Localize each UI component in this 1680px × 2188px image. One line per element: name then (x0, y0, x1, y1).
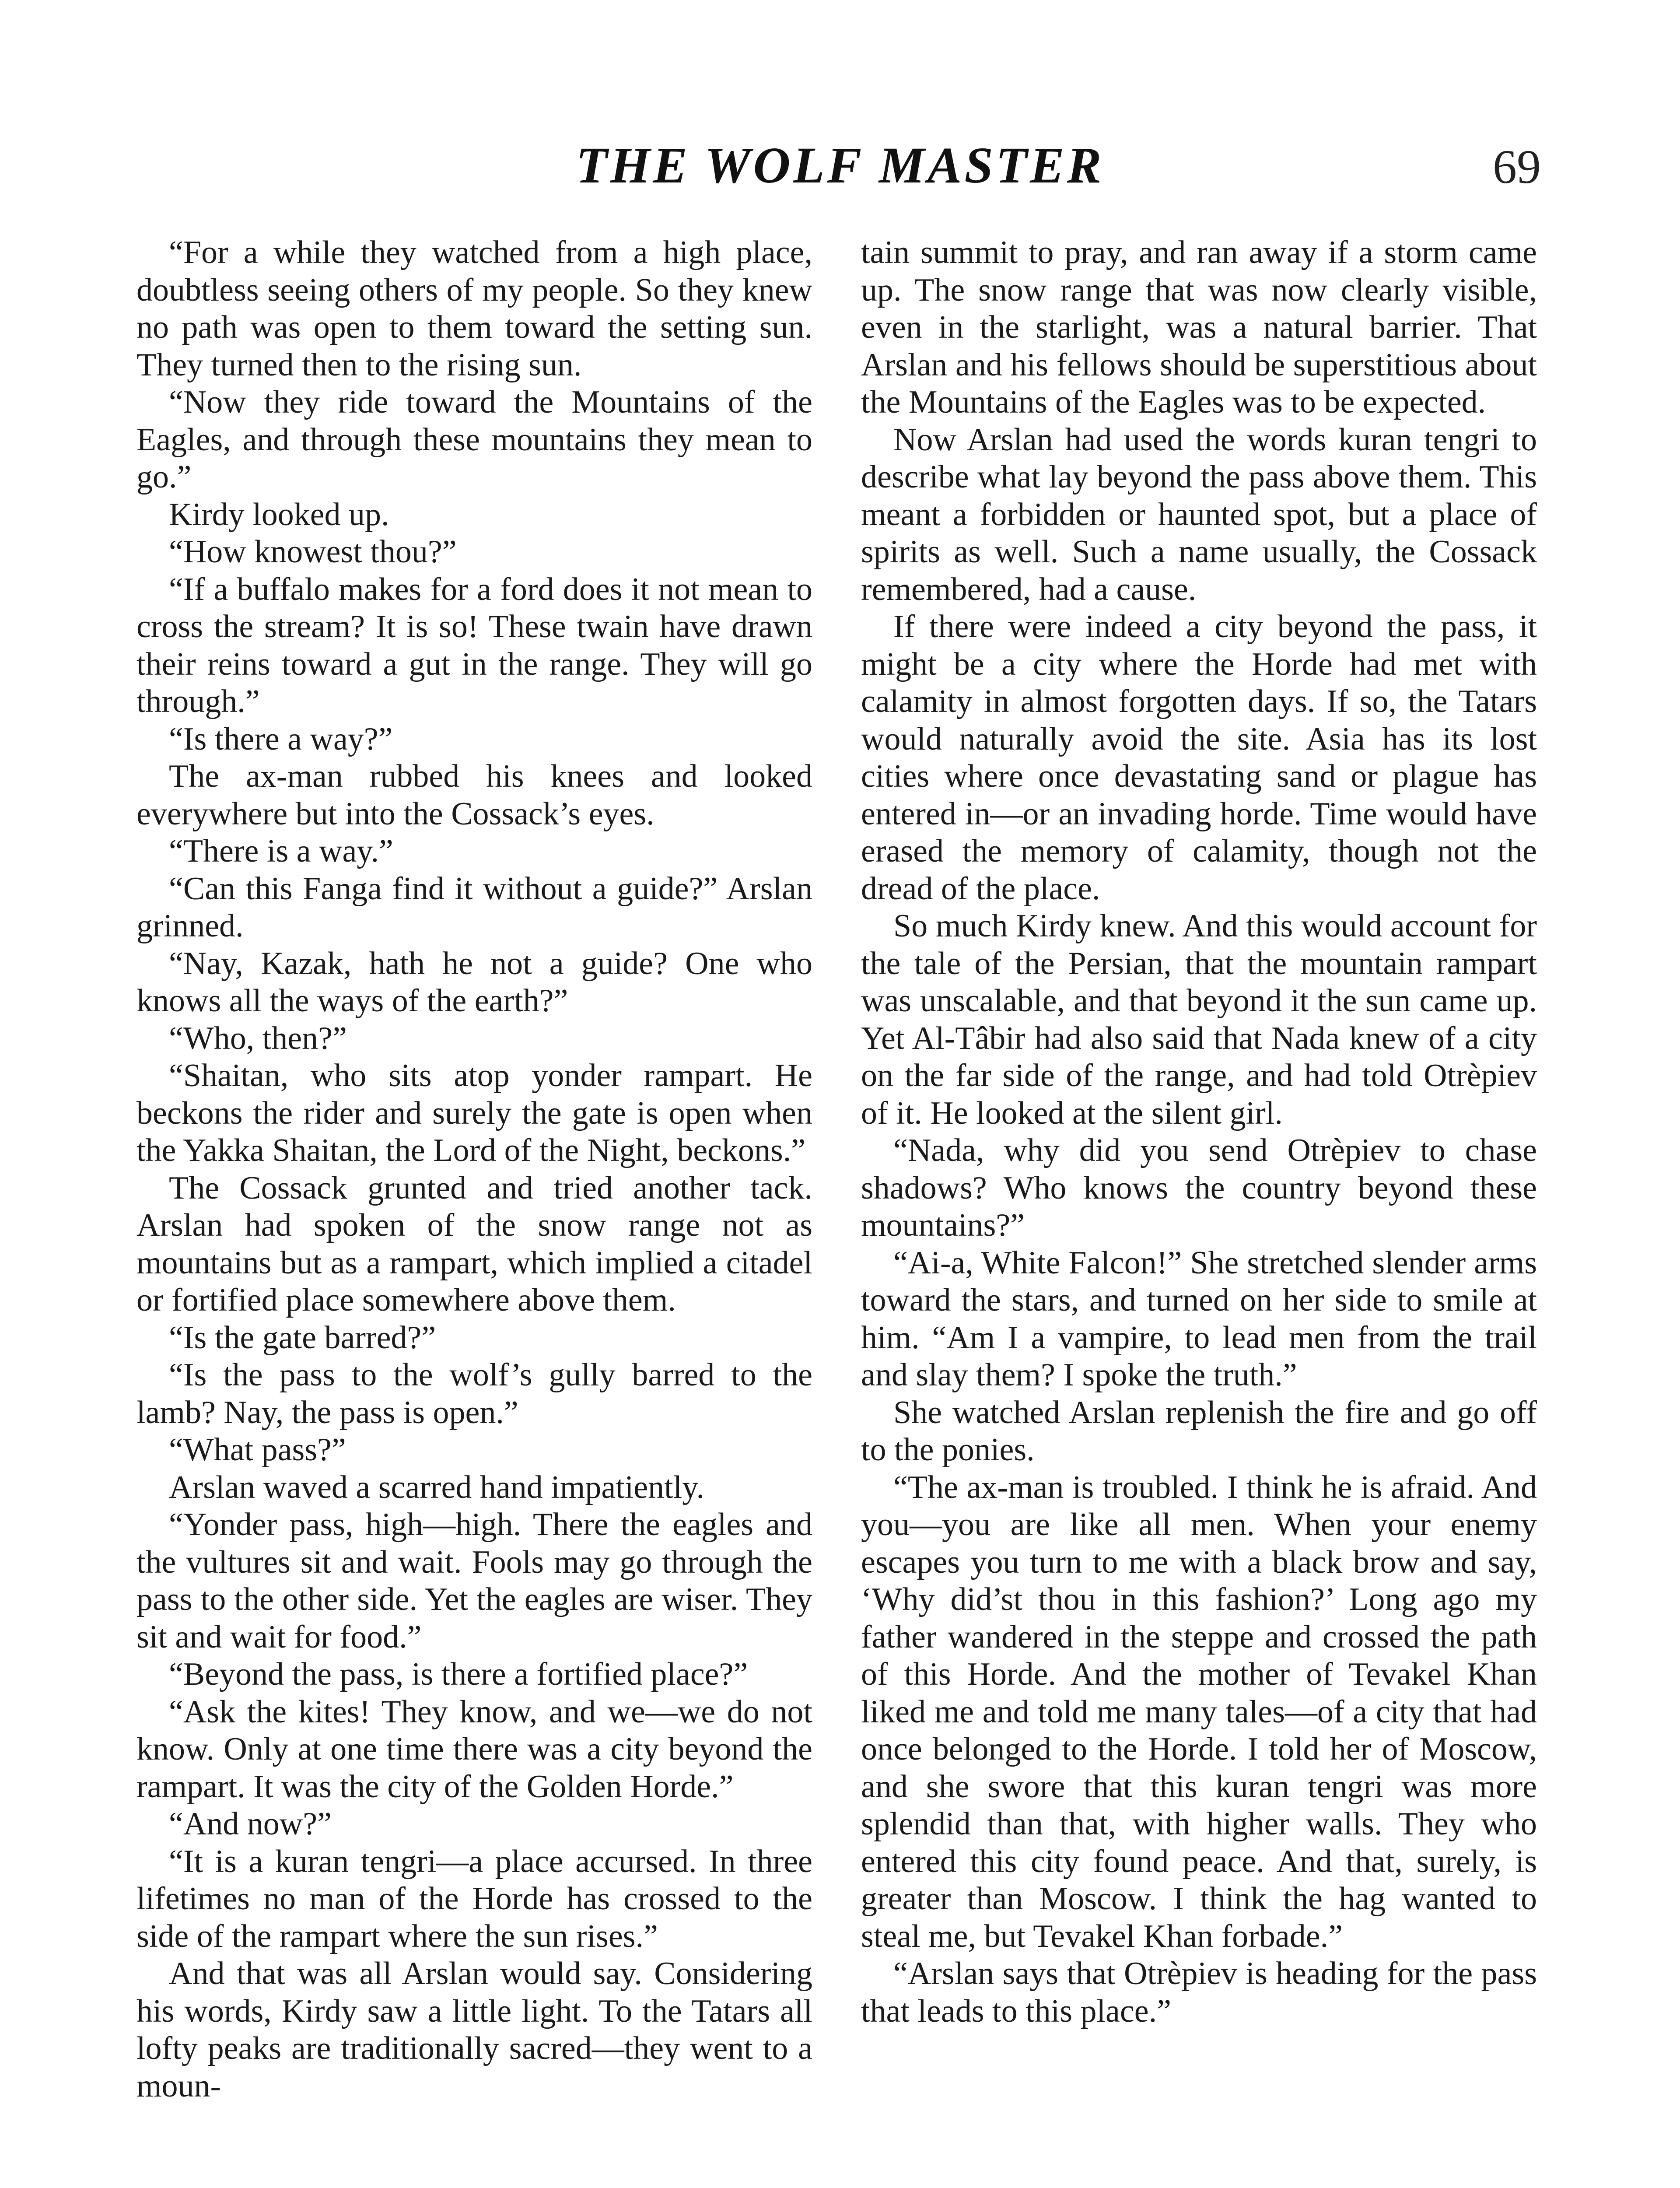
paragraph: And that was all Arslan would say. Considering his words, Kirdy saw a little light. To the Tatars all lofty peaks are traditionally sacred—they went to a moun- (136, 1956, 812, 2104)
paragraph: “And now?” (169, 1806, 332, 1842)
paragraph: “Yonder pass, high—high. There the eagles and the vultures sit and wait. Fools may go through the pass to the other side. Yet the eagles are wiser. They sit and wait for food.” (136, 1507, 812, 1655)
paragraph: “The ax-man is troubled. I think he is afraid. And you—you are like all men. When your enemy escapes you turn to me with a black brow and say, ‘Why did’st thou in this fashion?’ Long ago my father wandered in the steppe and crossed the path of this Horde. And the mother of Tevakel Khan liked me and told me many tales—of a city that had once belonged to the Horde. I told her of Moscow, and she swore that this kuran tengri was more splendid than that, with higher walls. They who entered this city found peace. And that, surely, is greater than Moscow. I think the hag wanted to steal me, but Tevakel Khan forbade.” (861, 1469, 1537, 1954)
paragraph: Kirdy looked up. (169, 496, 389, 533)
paragraph: If there were indeed a city beyond the pass, it might be a city where the Horde had met with calamity in almost forgotten days. If so, the Tatars would naturally avoid the site. Asia has its lost cities where once devastating sand or plague has entered in—or an invading horde. Time would have erased the memory of calamity, though not the dread of the place. (861, 609, 1537, 907)
paragraph: “Nada, why did you send Otrèpiev to chase shadows? Who knows the country beyond these mountains?” (861, 1133, 1537, 1243)
paragraph: “Is the gate barred?” (169, 1319, 436, 1356)
paragraph: “Who, then?” (169, 1020, 347, 1056)
paragraph: The ax-man rubbed his knees and looked everywhere but into the Cossack’s eyes. (136, 758, 812, 832)
paragraph: “Shaitan, who sits atop yonder rampart. He beckons the rider and surely the gate is open when the Yakka Shaitan, the Lord of the Night, beckons.” (136, 1058, 812, 1168)
paragraph: “Beyond the pass, is there a fortified place?” (169, 1656, 748, 1692)
paragraph: “For a while they watched from a high place, doubtless seeing others of my people. So they knew no path was open to them toward the setting sun. They turned then to the rising sun. (136, 235, 812, 383)
paragraph: “Ask the kites! They know, and we—we do not know. Only at one time there was a city beyond the rampart. It was the city of the Golden Horde.” (136, 1694, 812, 1805)
paragraph: “Is the pass to the wolf’s gully barred to the lamb? Nay, the pass is open.” (136, 1357, 812, 1431)
right-text-column (861, 234, 1537, 2188)
page-number: 69 (1493, 140, 1541, 193)
paragraph: “There is a way.” (169, 833, 393, 869)
paragraph: “Now they ride toward the Mountains of the Eagles, and through these mountains they mean to go.” (136, 384, 812, 495)
paragraph: “Ai-a, White Falcon!” She stretched slender arms toward the stars, and turned on her side to smile at him. “Am I a vampire, to lead men from the trail and slay them? I spoke the truth.” (861, 1245, 1537, 1393)
paragraph: She watched Arslan replenish the fire and go off to the ponies. (861, 1394, 1537, 1468)
paragraph: “Can this Fanga find it without a guide?” Arslan grinned. (136, 870, 812, 944)
paragraph: “It is a kuran tengri—a place accursed. In three lifetimes no man of the Horde has crossed to the side of the rampart where the sun rises.” (136, 1843, 812, 1954)
running-head-title: THE WOLF MASTER (576, 137, 1104, 194)
paragraph: “What pass?” (169, 1432, 346, 1468)
paragraph: Arslan waved a scarred hand impatiently. (169, 1469, 704, 1505)
paragraph: “Nay, Kazak, hath he not a guide? One who knows all the ways of the earth?” (136, 945, 812, 1019)
paragraph: The Cossack grunted and tried another tack. Arslan had spoken of the snow range not as mountains but as a rampart, which implied a citadel or fortified place somewhere above them. (136, 1170, 812, 1318)
paragraph: So much Kirdy knew. And this would account for the tale of the Persian, that the mountain rampart was unscalable, and that beyond it the sun came up. Yet Al-Tâbir had also said that Nada knew of a city on the far side of the range, and had told Otrèpiev of it. He looked at the silent girl. (861, 908, 1537, 1131)
left-text-column (136, 234, 812, 2188)
paragraph: “Arslan says that Otrèpiev is heading for the pass that leads to this place.” (861, 1956, 1537, 2029)
paragraph: tain summit to pray, and ran away if a storm came up. The snow range that was now clearly visible, even in the starlight, was a natural barrier. That Arslan and his fellows should be superstitious about the Mountains of the Eagles was to be expected. (861, 235, 1537, 420)
paragraph: “How knowest thou?” (169, 534, 457, 570)
paragraph: Now Arslan had used the words kuran tengri to describe what lay beyond the pass above them. This meant a forbidden or haunted spot, but a place of spirits as well. Such a name usually, the Cossack remembered, had a cause. (861, 421, 1537, 607)
paragraph: “If a buffalo makes for a ford does it not mean to cross the stream? It is so! These twain have drawn their reins toward a gut in the range. They will go through.” (136, 571, 812, 719)
paragraph: “Is there a way?” (169, 721, 393, 757)
